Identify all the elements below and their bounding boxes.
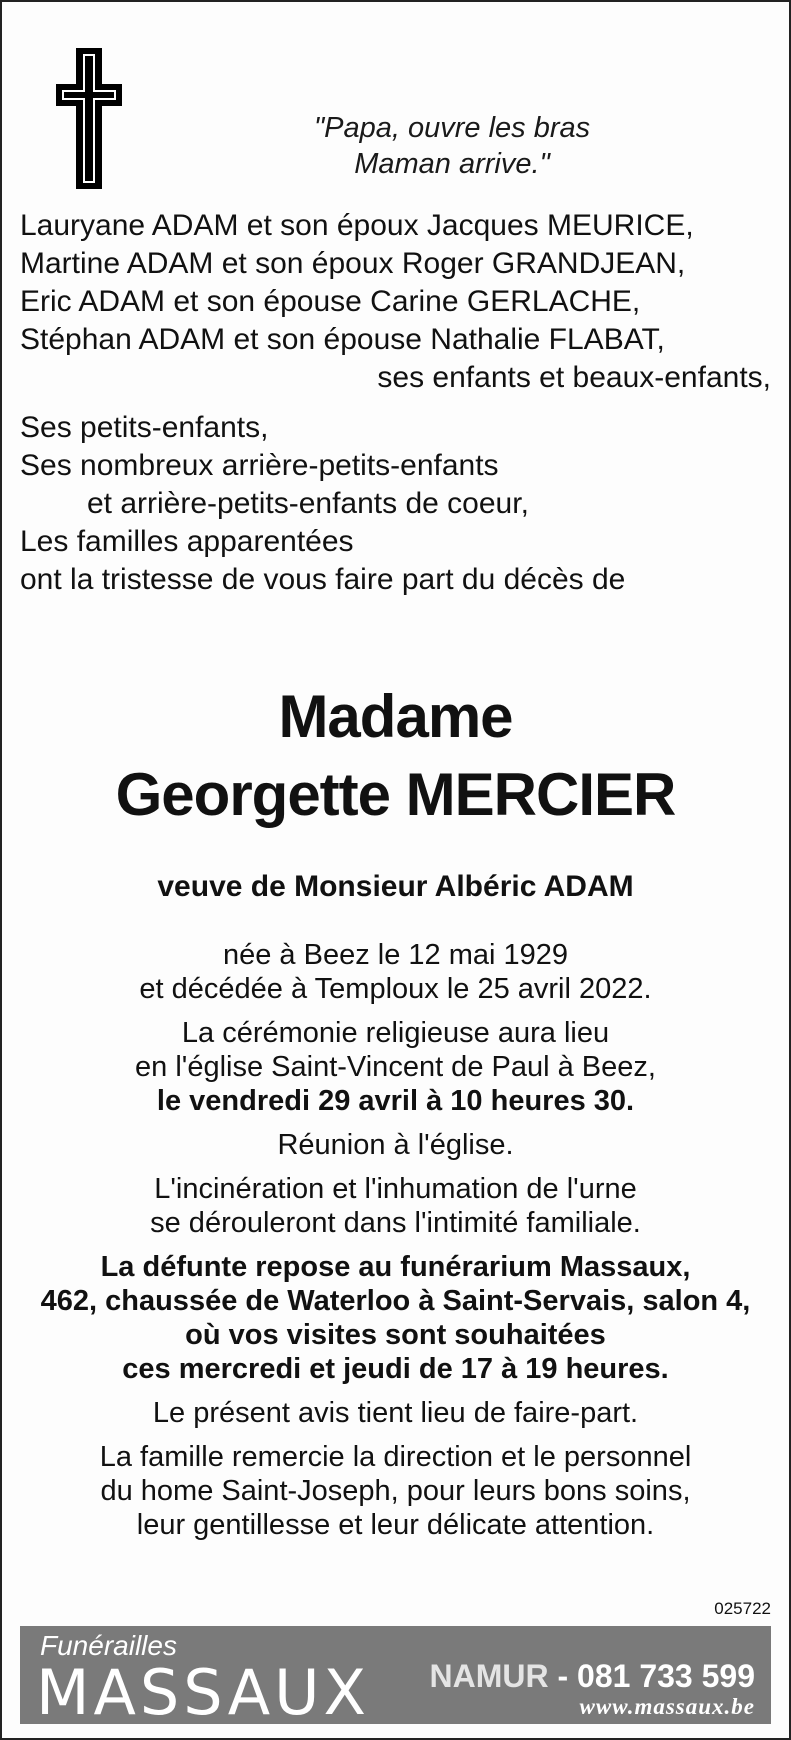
announcement: ont la tristesse de vous faire part du décès de <box>20 563 626 596</box>
cross-icon <box>54 46 124 191</box>
rest-line-2: 462, chaussée de Waterloo à Saint-Servais, salon 4, <box>40 1285 751 1317</box>
great-grandchildren: Ses nombreux arrière-petits-enfants <box>20 449 499 482</box>
cremation-line-1: L'incinération et l'inhumation de l'urne <box>154 1173 637 1205</box>
ceremony-line-1: La cérémonie religieuse aura lieu <box>181 1017 610 1049</box>
quote <box>302 110 602 182</box>
thanks-line-1: La famille remercie la direction et le personnel <box>99 1441 692 1473</box>
rest-line-3: où vos visites sont souhaitées <box>185 1319 606 1351</box>
quote-line-1: "Papa, ouvre les bras <box>313 112 591 144</box>
banner-label: Funérailles <box>40 1630 177 1661</box>
reference-number: 025722 <box>714 1599 771 1618</box>
child-line: Martine ADAM et son époux Roger GRANDJEAN, <box>20 247 686 280</box>
family-list <box>20 207 771 599</box>
rest-line-1: La défunte repose au funérarium Massaux, <box>100 1251 691 1283</box>
cremation-line-2: se dérouleront dans l'intimité familiale. <box>150 1207 641 1239</box>
child-line: Lauryane ADAM et son époux Jacques MEURICE, <box>20 209 694 242</box>
notice-line: Le présent avis tient lieu de faire-part. <box>152 1397 639 1429</box>
ceremony-date: le vendredi 29 avril à 10 heures 30. <box>156 1085 635 1117</box>
phone: - 081 733 599 <box>557 1658 755 1694</box>
meeting-line: Réunion à l'église. <box>277 1129 514 1161</box>
city: NAMUR <box>429 1658 549 1694</box>
ceremony-line-2: en l'église Saint-Vincent de Paul à Beez, <box>135 1051 656 1083</box>
quote-line-2: Maman arrive." <box>354 148 550 180</box>
thanks-line-2: du home Saint-Joseph, pour leurs bons soins, <box>100 1475 691 1507</box>
child-line: Stéphan ADAM et son épouse Nathalie FLABAT, <box>20 323 665 356</box>
thanks-line-3: leur gentillesse et leur délicate attention. <box>136 1509 655 1541</box>
rest-line-4: ces mercredi et jeudi de 17 à 19 heures. <box>122 1353 669 1385</box>
birth-line: née à Beez le 12 mai 1929 <box>222 939 569 971</box>
details <box>2 938 789 1552</box>
death-line: et décédée à Temploux le 25 avril 2022. <box>139 973 652 1005</box>
funeral-home-banner <box>20 1626 771 1729</box>
children-note: ses enfants et beaux-enfants, <box>377 361 771 394</box>
widow-of: veuve de Monsieur Albéric ADAM <box>157 870 634 903</box>
deceased-name <box>2 678 789 834</box>
deceased-fullname: Georgette MERCIER <box>115 761 676 828</box>
website-link[interactable]: www.massaux.be <box>579 1694 755 1719</box>
deceased-title: Madame <box>278 683 513 750</box>
child-line: Eric ADAM et son épouse Carine GERLACHE, <box>20 285 641 318</box>
great-grandchildren-heart: et arrière-petits-enfants de coeur, <box>87 487 529 520</box>
contact-line <box>430 1658 755 1695</box>
relatives: Les familles apparentées <box>20 525 354 558</box>
brand-logo: MASSAUX <box>36 1656 371 1729</box>
grandchildren: Ses petits-enfants, <box>20 411 269 444</box>
